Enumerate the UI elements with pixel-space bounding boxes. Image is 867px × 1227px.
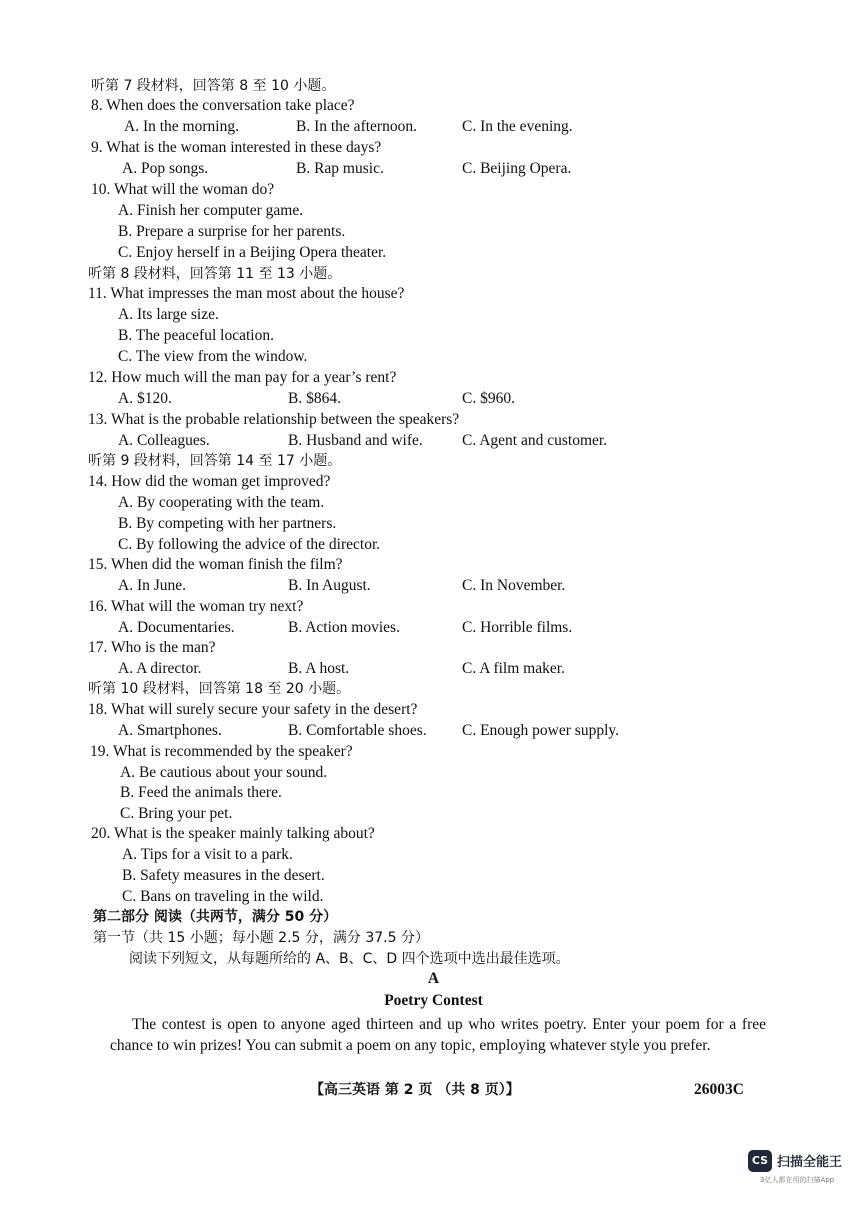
question-12-option-a: A. $120. <box>118 390 172 407</box>
question-14-option-c: C. By following the advice of the director. <box>118 536 381 553</box>
question-18-option-a: A. Smartphones. <box>118 722 222 739</box>
question-18-stem: 18. What will surely secure your safety in the desert? <box>88 701 418 718</box>
question-10-option-c: C. Enjoy herself in a Beijing Opera theater. <box>118 244 387 261</box>
question-13-option-a: A. Colleagues. <box>118 432 210 449</box>
question-9-option-a: A. Pop songs. <box>122 160 209 177</box>
question-16-stem: 16. What will the woman try next? <box>88 598 304 615</box>
question-9-stem: 9. What is the woman interested in these days? <box>91 139 382 156</box>
question-18-option-b: B. Comfortable shoes. <box>288 722 427 739</box>
question-14-option-a: A. By cooperating with the team. <box>118 494 325 511</box>
question-20-option-b: B. Safety measures in the desert. <box>122 867 325 884</box>
passage-letter: A <box>427 970 440 987</box>
question-9-option-b: B. Rap music. <box>296 160 384 177</box>
question-19-stem: 19. What is recommended by the speaker? <box>90 743 353 760</box>
section-1-heading: 第一节（共 15 小题；每小题 2.5 分，满分 37.5 分） <box>93 930 429 946</box>
question-12-option-b: B. $864. <box>288 390 341 407</box>
question-17-option-c: C. A film maker. <box>462 660 565 677</box>
page-footer-label: 【高三英语 第 2 页 （共 8 页）】 <box>310 1082 520 1098</box>
question-10-option-b: B. Prepare a surprise for her parents. <box>118 223 346 240</box>
question-11-option-a: A. Its large size. <box>118 306 219 323</box>
question-19-option-a: A. Be cautious about your sound. <box>120 764 328 781</box>
question-15-option-c: C. In November. <box>462 577 566 594</box>
passage-paragraph: The contest is open to anyone aged thirteen and up who writes poetry. Enter your poem for a free chance to win prizes! You can submit a poem on any topic, employing whatever style you prefer. <box>110 1016 766 1054</box>
question-20-option-c: C. Bans on traveling in the wild. <box>122 888 324 905</box>
question-8-stem: 8. When does the conversation take place? <box>91 97 355 114</box>
question-11-option-c: C. The view from the window. <box>118 348 308 365</box>
question-19-option-b: B. Feed the animals there. <box>120 784 282 801</box>
camscanner-app-name: 扫描全能王 <box>777 1155 843 1170</box>
question-15-option-a: A. In June. <box>118 577 187 594</box>
section-8-heading: 听第 8 段材料，回答第 11 至 13 小题。 <box>88 266 342 282</box>
question-14-stem: 14. How did the woman get improved? <box>88 473 331 490</box>
question-8-option-a: A. In the morning. <box>124 118 239 135</box>
reading-instruction: 阅读下列短文，从每题所给的 A、B、C、D 四个选项中选出最佳选项。 <box>129 951 570 967</box>
question-14-option-b: B. By competing with her partners. <box>118 515 337 532</box>
question-8-option-b: B. In the afternoon. <box>296 118 417 135</box>
question-9-option-c: C. Beijing Opera. <box>462 160 572 177</box>
question-20-option-a: A. Tips for a visit to a park. <box>122 846 293 863</box>
part-2-title: 第二部分 阅读（共两节，满分 50 分） <box>93 909 338 925</box>
section-7-heading: 听第 7 段材料，回答第 8 至 10 小题。 <box>91 78 336 94</box>
passage-title: Poetry Contest <box>384 992 483 1009</box>
camscanner-logo-icon: CS <box>748 1150 772 1172</box>
question-15-option-b: B. In August. <box>288 577 371 594</box>
question-16-option-a: A. Documentaries. <box>118 619 235 636</box>
section-9-heading: 听第 9 段材料，回答第 14 至 17 小题。 <box>88 453 342 469</box>
question-20-stem: 20. What is the speaker mainly talking about? <box>91 825 375 842</box>
question-10-option-a: A. Finish her computer game. <box>118 202 304 219</box>
question-16-option-c: C. Horrible films. <box>462 619 573 636</box>
question-11-stem: 11. What impresses the man most about the house? <box>88 285 405 302</box>
question-16-option-b: B. Action movies. <box>288 619 400 636</box>
question-13-option-b: B. Husband and wife. <box>288 432 423 449</box>
question-13-stem: 13. What is the probable relationship between the speakers? <box>88 411 460 428</box>
question-19-option-c: C. Bring your pet. <box>120 805 233 822</box>
question-17-stem: 17. Who is the man? <box>88 639 216 656</box>
camscanner-tagline: 3亿人都在用的扫描App <box>760 1176 835 1184</box>
question-12-option-c: C. $960. <box>462 390 515 407</box>
question-17-option-a: A. A director. <box>118 660 202 677</box>
question-17-option-b: B. A host. <box>288 660 350 677</box>
question-12-stem: 12. How much will the man pay for a year’s rent? <box>88 369 397 386</box>
question-11-option-b: B. The peaceful location. <box>118 327 274 344</box>
question-15-stem: 15. When did the woman finish the film? <box>88 556 343 573</box>
question-13-option-c: C. Agent and customer. <box>462 432 608 449</box>
question-8-option-c: C. In the evening. <box>462 118 573 135</box>
section-10-heading: 听第 10 段材料，回答第 18 至 20 小题。 <box>88 681 351 697</box>
exam-code: 26003C <box>694 1081 744 1098</box>
question-10-stem: 10. What will the woman do? <box>91 181 275 198</box>
question-18-option-c: C. Enough power supply. <box>462 722 619 739</box>
